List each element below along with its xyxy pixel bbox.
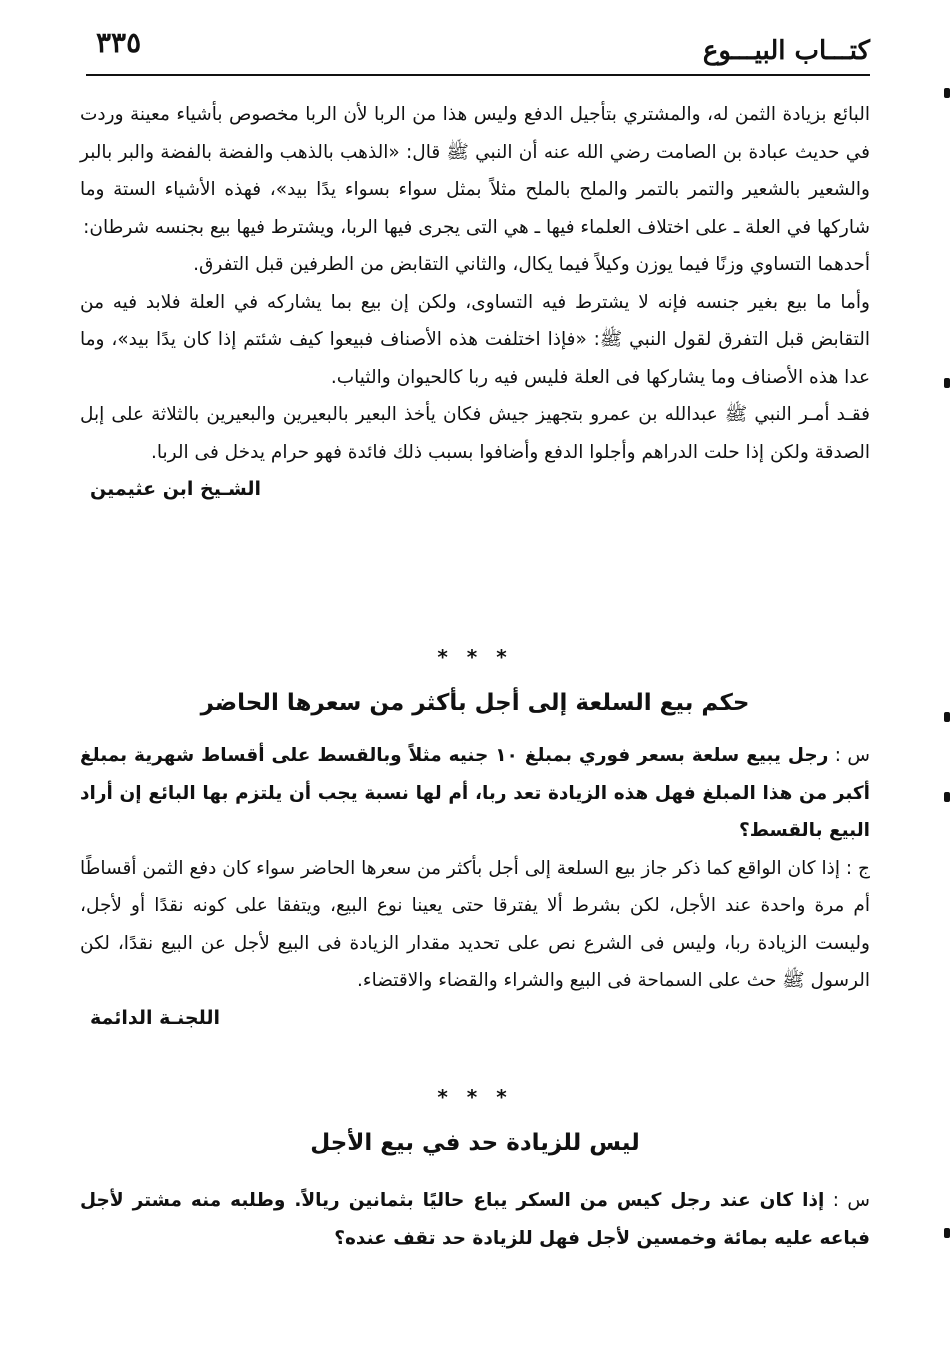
scan-mark [944, 88, 950, 98]
separator-stars-2: * * * [437, 1085, 513, 1109]
signature-permanent-committee: اللجنـة الدائمة [90, 1006, 221, 1029]
section-2-body [80, 737, 870, 1037]
signature-ibn-uthaymeen: الشـيخ ابن عثيمين [90, 478, 261, 500]
section-2-title: حكم بيع السلعة إلى أجل بأكثر من سعرها الحاضر [200, 690, 750, 716]
question-label: س : [832, 1190, 870, 1211]
question-3 [80, 1182, 870, 1257]
scan-mark [944, 1228, 950, 1238]
section-1-body [80, 96, 870, 509]
question-label: س : [834, 745, 870, 766]
page-header [86, 24, 870, 76]
paragraph-1: البائع بزيادة الثمن له، والمشتري بتأجيل الدفع وليس هذا من الربا لأن الربا مخصوص بأشياء معينة وردت في حديث عبادة بن الصامت رضي الله عنه أن النبي ﷺ قال: «الذهب بالذهب والفضة بالفضة والبر بالبر والشعير بالشعير والتمر بالتمر والملح بالملح مثلاً بمثل سواء بسواء يدًا بيد»، فهذه الأشياء الستة وما شاركها في العلة ـ على اختلاف العلماء فيها ـ هي التى يجرى فيها الربا، ويشترط فيها بيع بجنسه شرطان: [80, 104, 870, 238]
question-2 [80, 737, 870, 850]
page-number: ٣٣٥ [96, 26, 142, 59]
scan-mark [944, 378, 950, 388]
section-3-body [80, 1182, 870, 1257]
paragraph-2: أحدهما التساوي وزنًا فيما يوزن وكيلاً فيما يكال، والثاني التقابض من الطرفين قبل التفرق. [193, 254, 870, 275]
paragraph-3: وأما ما بيع بغير جنسه فإنه لا يشترط فيه التساوى، ولكن إن بيع بما يشاركه في العلة فلابد فيه من التقابض قبل التفرق لقول النبي ﷺ: «فإذا اختلفت هذه الأصناف فبيعوا كيف شئتم إذا كان يدًا بيد»، وما عدا هذه الأصناف وما يشاركها فى العلة فليس فيه ربا كالحيوان والثياب. [80, 291, 870, 388]
book-title: كتـــاب البيـــوع [702, 36, 870, 66]
section-3-title: ليس للزيادة حد في بيع الأجل [310, 1130, 640, 1156]
header-rule [86, 74, 870, 76]
answer-label: ج : [845, 857, 870, 879]
answer-2 [80, 850, 870, 1000]
scan-mark [944, 712, 950, 722]
question-text: رجل يبيع سلعة بسعر فوري بمبلغ ١٠ جنيه مثلاً وبالقسط على أقساط شهرية بمبلغ أكبر من هذا المبلغ فهل هذه الزيادة تعد ربا، أم لها نسبة يجب أن يلتزم بها البائع إن أراد البيع بالقسط؟ [80, 745, 870, 841]
separator-stars-1: * * * [437, 645, 513, 669]
question-text: إذا كان عند رجل كيس من السكر يباع حاليًا بثمانين ريالاً. وطلبه منه مشتر لأجل فباعه عليه بمائة وخمسين لأجل فهل للزيادة حد تقف عنده؟ [80, 1190, 870, 1249]
scan-mark [944, 792, 950, 802]
answer-text: إذا كان الواقع كما ذكر جاز بيع السلعة إلى أجل بأكثر من سعرها الحاضر سواء كان دفع الثمن أقساطًا أم مرة واحدة عند الأجل، لكن بشرط ألا يفترقا حتى يعينا نوع البيع، ويتفقا على كونه نقدًا أو لأجل، وليست الزيادة ربا، وليس فى الشرع نص على تحديد مقدار الزيادة فى البيع لأجل عن البيع نقدًا، لكن الرسول ﷺ حث على السماحة فى البيع والشراء والقضاء والاقتضاء. [80, 857, 870, 991]
paragraph-4: فقـد أمـر النبي ﷺ عبدالله بن عمرو بتجهيز جيش فكان يأخذ البعير بالبعيرين والبعيرين بالثلاثة على إبل الصدقة ولكن إذا حلت الدراهم وأجلوا الدفع وأضافوا بسبب ذلك فائدة فهو حرام يدخل فى الربا. [80, 404, 870, 463]
